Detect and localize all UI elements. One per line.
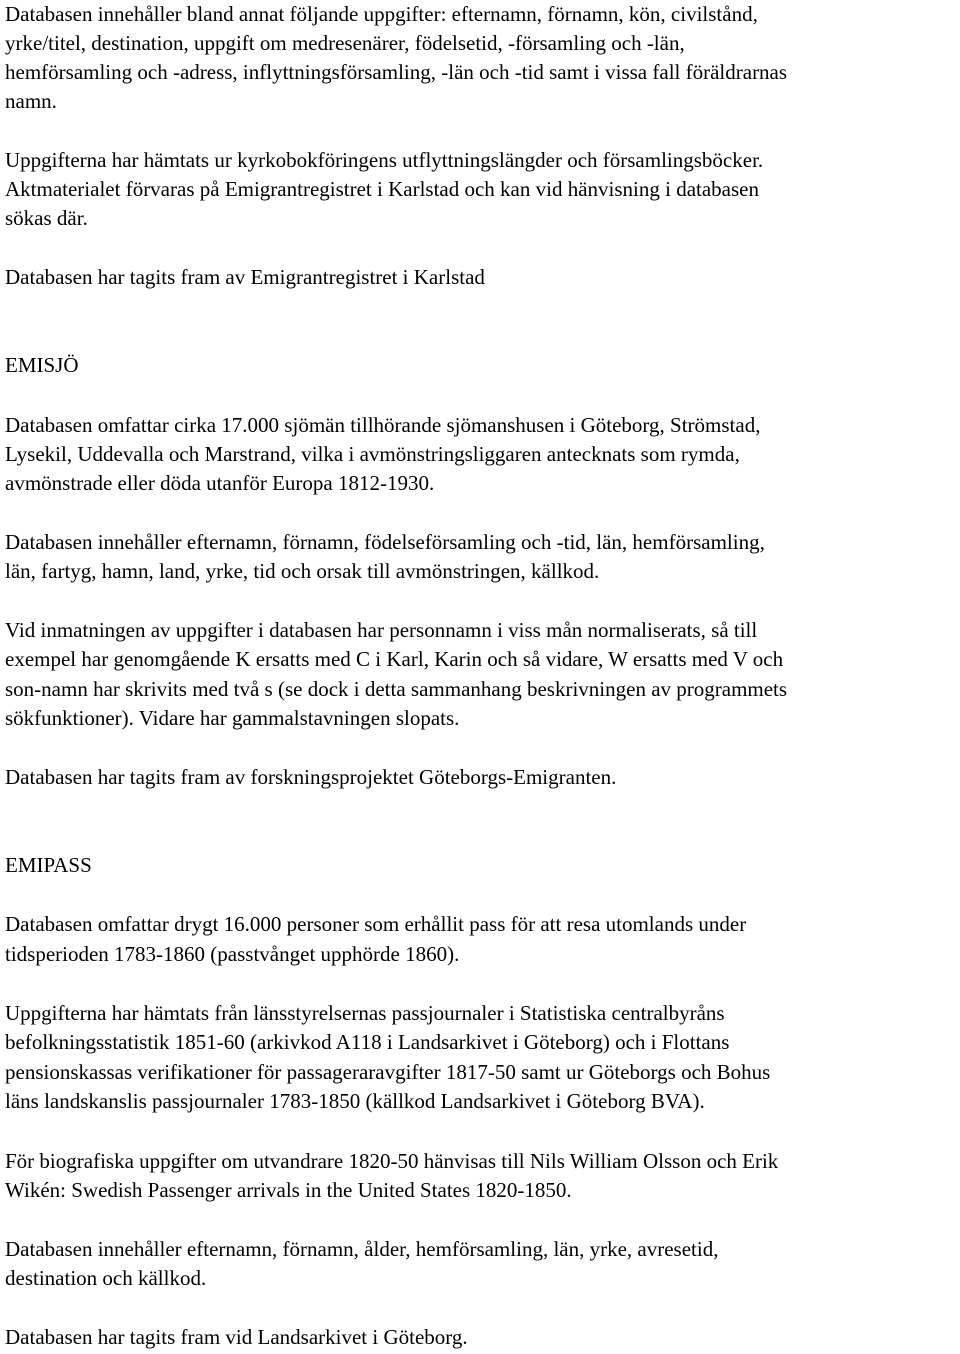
text-line: Uppgifterna har hämtats från länsstyrelsernas passjournaler i Statistiska centralbyråns (5, 1001, 725, 1025)
text-line: Databasen omfattar drygt 16.000 personer som erhållit pass för att resa utomlands under (5, 912, 747, 936)
text-line: destination och källkod. (5, 1266, 207, 1290)
text-line: yrke/titel, destination, uppgift om medresenärer, födelsetid, -församling och -län, (5, 31, 685, 55)
text-line: sökas där. (5, 206, 88, 230)
text-line: son-namn har skrivits med två s (se dock i detta sammanhang beskrivningen av programmets (5, 677, 788, 701)
text-line: län, fartyg, hamn, land, yrke, tid och orsak till avmönstringen, källkod. (5, 559, 600, 583)
text-line: Databasen har tagits fram av forskningsprojektet Göteborgs-Emigranten. (5, 765, 617, 789)
text-line: Wikén: Swedish Passenger arrivals in the United States 1820-1850. (5, 1178, 572, 1202)
text-line: befolkningsstatistik 1851-60 (arkivkod A118 i Landsarkivet i Göteborg) och i Flottans (5, 1030, 730, 1054)
text-line: sökfunktioner). Vidare har gammalstavningen slopats. (5, 706, 460, 730)
section-heading: EMISJÖ (5, 353, 79, 377)
text-line: Vid inmatningen av uppgifter i databasen har personnamn i viss mån normaliserats, så till (5, 618, 758, 642)
text-line: Databasen omfattar cirka 17.000 sjömän tillhörande sjömanshusen i Göteborg, Strömstad, (5, 413, 761, 437)
text-line: avmönstrade eller döda utanför Europa 1812-1930. (5, 471, 435, 495)
text-line: pensionskassas verifikationer för passageraravgifter 1817-50 samt ur Göteborgs och Bohus (5, 1060, 771, 1084)
text-line: tidsperioden 1783-1860 (passtvånget upphörde 1860). (5, 942, 460, 966)
text-line: exempel har genomgående K ersatts med C i Karl, Karin och så vidare, W ersatts med V och (5, 647, 784, 671)
text-line: namn. (5, 89, 57, 113)
text-line: Databasen har tagits fram vid Landsarkivet i Göteborg. (5, 1325, 468, 1349)
text-line: hemförsamling och -adress, inflyttningsförsamling, -län och -tid samt i vissa fall föräldrarnas (5, 60, 788, 84)
text-line: Databasen har tagits fram av Emigrantregistret i Karlstad (5, 265, 485, 289)
text-line: Databasen innehåller efternamn, förnamn, födelseförsamling och -tid, län, hemförsamling, (5, 530, 765, 554)
text-line: läns landskanslis passjournaler 1783-1850 (källkod Landsarkivet i Göteborg BVA). (5, 1089, 705, 1113)
text-line: Databasen innehåller efternamn, förnamn, ålder, hemförsamling, län, yrke, avresetid, (5, 1237, 719, 1261)
text-line: För biografiska uppgifter om utvandrare 1820-50 hänvisas till Nils William Olsson och Erik (5, 1149, 779, 1173)
text-line: Aktmaterialet förvaras på Emigrantregistret i Karlstad och kan vid hänvisning i databasen (5, 177, 760, 201)
text-line: Databasen innehåller bland annat följande uppgifter: efternamn, förnamn, kön, civilstånd, (5, 2, 758, 26)
text-line: Lysekil, Uddevalla och Marstrand, vilka i avmönstringsliggaren antecknats som rymda, (5, 442, 740, 466)
text-line: Uppgifterna har hämtats ur kyrkobokföringens utflyttningslängder och församlingsböcker. (5, 148, 764, 172)
section-heading: EMIPASS (5, 853, 92, 877)
